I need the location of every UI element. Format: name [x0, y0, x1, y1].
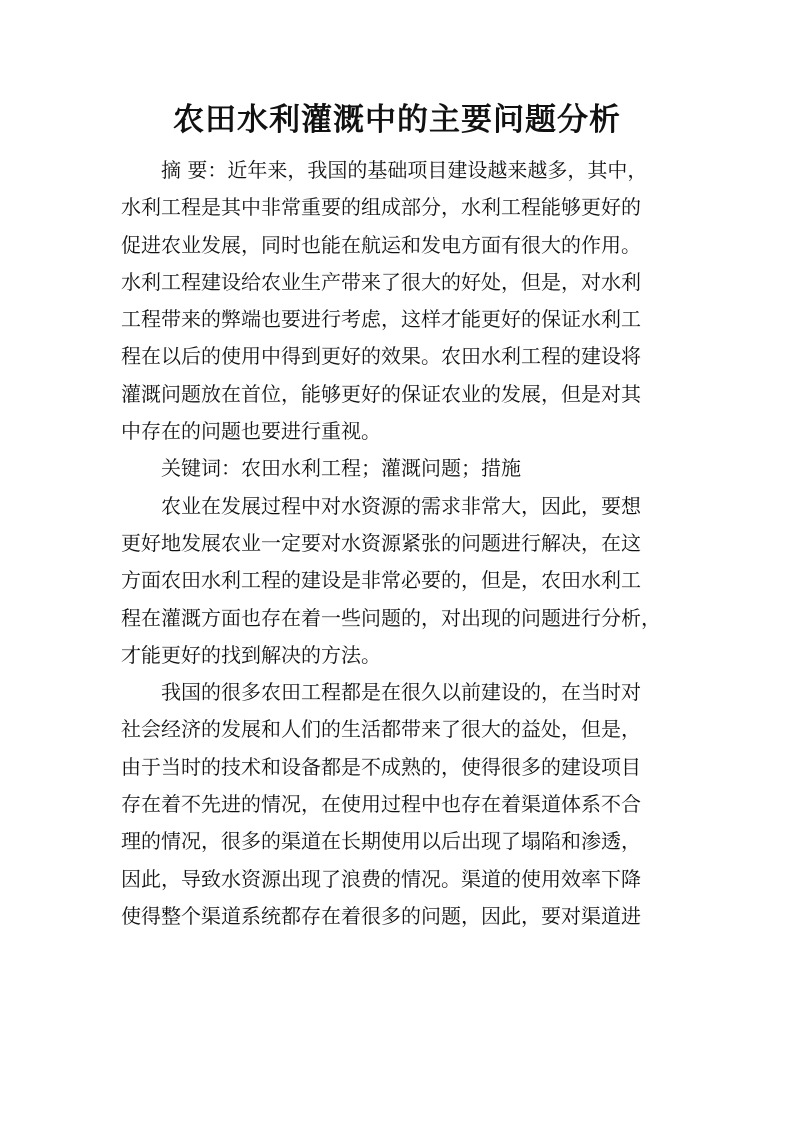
document-body — [121, 152, 681, 935]
abstract-paragraph — [121, 152, 681, 450]
keywords-paragraph — [121, 450, 681, 487]
text-line: 社会经济的发展和人们的生活都带来了很大的益处，但是， — [121, 717, 641, 742]
text-line: 促进农业发展，同时也能在航运和发电方面有很大的作用。 — [121, 232, 641, 257]
text-line: 更好地发展农业一定要对水资源紧张的问题进行解决，在这 — [121, 530, 641, 555]
text-line: 摘 要：近年来，我国的基础项目建设越来越多，其中， — [161, 158, 648, 182]
text-line: 理的情况，很多的渠道在长期使用以后出现了塌陷和渗透， — [121, 829, 641, 854]
intro-paragraph — [121, 488, 681, 674]
text-line: 水利工程是其中非常重要的组成部分，水利工程能够更好的 — [121, 195, 641, 220]
section1-paragraph — [121, 674, 681, 935]
text-line: 才能更好的找到解决的方法。 — [121, 642, 381, 667]
text-line: 由于当时的技术和设备都是不成熟的，使得很多的建设项目 — [121, 754, 641, 779]
text-line: 工程带来的弊端也要进行考虑，这样才能更好的保证水利工 — [121, 307, 641, 332]
text-line: 方面农田水利工程的建设是非常必要的，但是，农田水利工 — [121, 568, 641, 593]
text-line: 中存在的问题也要进行重视。 — [121, 419, 381, 444]
text-line: 水利工程建设给农业生产带来了很大的好处，但是，对水利 — [121, 269, 641, 294]
text-line: 程在以后的使用中得到更好的效果。农田水利工程的建设将 — [121, 344, 641, 369]
text-line: 使得整个渠道系统都存在着很多的问题，因此，要对渠道进 — [121, 903, 641, 928]
text-line: 因此，导致水资源出现了浪费的情况。渠道的使用效率下降 — [121, 866, 641, 891]
text-line: 灌溉问题放在首位，能够更好的保证农业的发展，但是对其 — [121, 381, 641, 406]
document-title: 农田水利灌溉中的主要问题分析 — [173, 102, 621, 138]
text-line: 农业在发展过程中对水资源的需求非常大，因此，要想 — [161, 493, 641, 518]
text-line: 关键词：农田水利工程；灌溉问题；措施 — [161, 456, 521, 481]
text-line: 存在着不先进的情况，在使用过程中也存在着渠道体系不合 — [121, 792, 641, 817]
text-line: 我国的很多农田工程都是在很久以前建设的，在当时对 — [161, 680, 641, 705]
text-line: 程在灌溉方面也存在着一些问题的，对出现的问题进行分析， — [121, 605, 661, 630]
